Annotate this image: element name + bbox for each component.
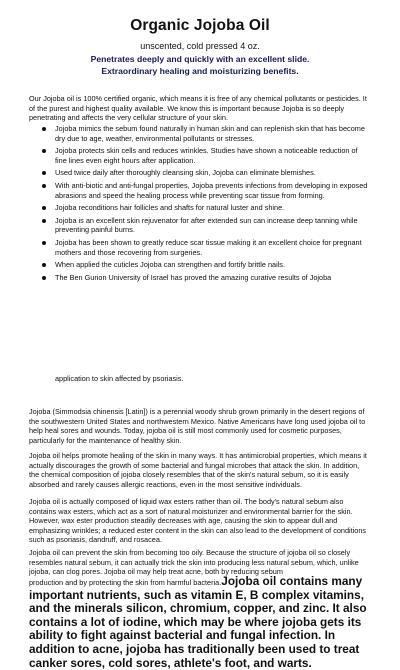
- list-item-text: Used twice daily after thoroughly cleansing skin, Jojoba can eliminate blemishes.: [55, 168, 316, 178]
- bullet-dot-icon: [42, 149, 46, 153]
- paragraph-healing: Jojoba oil helps promote healing of the skin in many ways. It has antimicrobial properties, which means it actually discourages the growth of some bacterial and fungal microbes that attack the skin. In addition, the chemical composition of jojoba closely resembles that of the skin's natural sebum, so it is easily absorbed and rarely causes allergic reactions, even in the most sensitive individuals.: [29, 451, 367, 489]
- list-item: [42, 203, 368, 213]
- bullet-dot-icon: [42, 171, 46, 175]
- bullet-dot-icon: [42, 219, 46, 223]
- list-item: [42, 216, 368, 235]
- list-item: [42, 238, 368, 257]
- document-subtitle: unscented, cold pressed 4 oz.: [140, 41, 260, 51]
- nutrients-bold-text: Jojoba oil contains many important nutrients, such as vitamin E, B complex vitamins, and the minerals silicon, chromium, copper, and zinc. It also contains a lot of iodine, which may be where jojoba gets its ability to fight against bacterial and fungal infection. In addition to acne, jojoba has traditionally been used to treat canker sores, cold sores, athlete's foot, and warts.: [29, 574, 367, 670]
- list-item-text: When applied the cuticles Jojoba can strengthen and fortify brittle nails.: [55, 260, 285, 270]
- list-item-text: Jojoba reconditions hair follicles and shafts for natural luster and shine.: [55, 203, 285, 213]
- list-item-text: Jojoba is an excellent skin rejuvenator for after extended sun can increase deep tanning while preventing painful burns.: [55, 215, 358, 235]
- list-item-text: The Ben Gurion University of Israel has proved the amazing curative results of Jojoba: [55, 272, 332, 282]
- list-item: [42, 260, 368, 270]
- paragraph-prevent-ending: production and by protecting the skin from harmful bacteria.: [29, 578, 222, 587]
- bullet-dot-icon: [42, 276, 46, 280]
- paragraph-wax-esters: Jojoba oil is actually composed of liquid wax esters rather than oil. The body's natural sebum also contains wax esters, which act as a sort of natural moisturizer and environmental barrier for the skin. However, wax ester production steadily decreases with age, causing the skin to appear dull and emphasizing wrinkles; a reduced ester content in the skin can also lead to the development of conditions such as psoriasis, dandruff, and rosacea.: [29, 497, 367, 545]
- bullet-dot-icon: [42, 241, 46, 245]
- list-item: [42, 124, 368, 143]
- list-item-text: Jojoba protects skin cells and reduces wrinkles. Studies have shown a noticeable reduction of fine lines even eight hours after application.: [55, 146, 358, 165]
- list-item: [42, 168, 368, 178]
- list-item-text: With anti-biotic and anti-fungal properties, Jojoba prevents infections from developing in exposed abrasions and speed the healing process while preventing scar tissue from forming.: [55, 180, 368, 200]
- list-item-text: Jojoba mimics the sebum found naturally in human skin and can replenish skin that has become dry due to age, weather, environmental pollutants or stresses.: [55, 124, 365, 143]
- list-item-text: Jojoba has been shown to greatly reduce scar tissue making it an excellent choice for pregnant mothers and those recovering from surgeries.: [55, 237, 362, 257]
- list-item: [42, 273, 368, 283]
- bullet-dot-icon: [42, 184, 46, 188]
- bullet-dot-icon: [42, 263, 46, 267]
- document-title: Organic Jojoba Oil: [130, 17, 270, 34]
- bullet-dot-icon: [42, 206, 46, 210]
- tagline-healing: Extraordinary healing and moisturizing benefits.: [101, 66, 299, 76]
- benefits-list: [42, 124, 368, 285]
- bullet-continuation: application to skin affected by psoriasis.: [55, 374, 184, 383]
- intro-paragraph: Our Jojoba oil is 100% certified organic, which means it is free of any chemical pollutants or pesticides. It of the purest and highest quality available. We know this is important because Jojoba is so deeply penetrating and affects the very cellular structure of your skin.: [29, 94, 367, 123]
- paragraph-simmondsia: Jojoba (Simmodsia chinensis [Latin]) is a perennial woody shrub grown primarily in the desert regions of the southwestern United States and northwestern Mexico. Native Americans have long used jojoba oil to help heal sores and wounds. Today, jojoba oil is still most commonly used for cosmetic purposes, particularly for the maintenance of healthy skin.: [29, 407, 366, 445]
- list-item: [42, 146, 368, 165]
- bullet-dot-icon: [42, 127, 46, 131]
- paragraph-prevent-oily: Jojoba oil can prevent the skin from becoming too oily. Because the structure of jojoba oil so closely resembles natural sebum, it can actually trick the skin into producing less natural sebum, which, unlike jojoba, can clog pores. Jojoba oil may help treat acne, both by reducing sebum: [29, 548, 359, 577]
- tagline-penetrates: Penetrates deeply and quickly with an excellent slide.: [90, 54, 310, 64]
- list-item: [42, 181, 368, 200]
- nutrients-paragraph: [29, 575, 379, 670]
